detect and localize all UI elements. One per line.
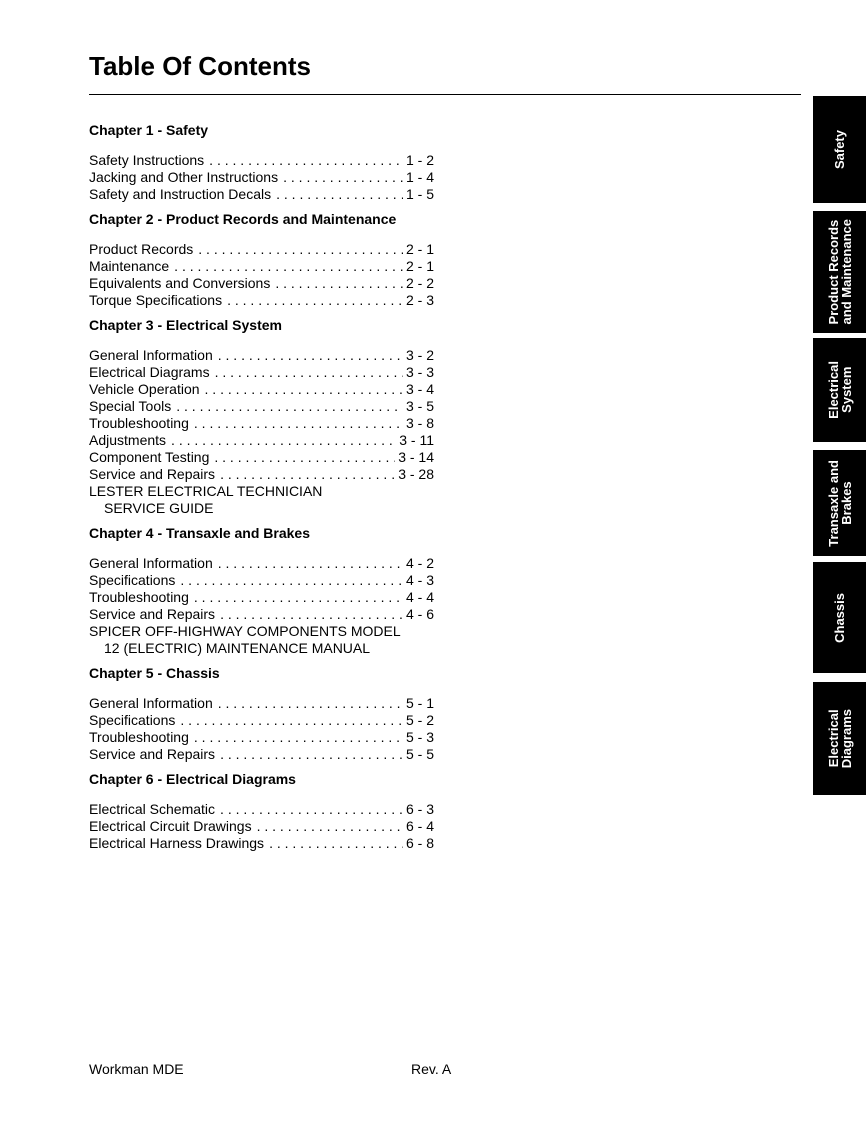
entry-label: Safety and Instruction Decals xyxy=(89,186,272,202)
entry-page: 3 - 3 xyxy=(405,364,434,380)
dot-leader xyxy=(257,818,403,835)
toc-entry[interactable] xyxy=(89,466,434,483)
dot-leader xyxy=(215,364,403,381)
dot-leader xyxy=(180,572,403,589)
chapter-6 xyxy=(89,770,434,852)
chapter-title: Chapter 2 - Product Records and Maintenance xyxy=(89,211,397,227)
dot-leader xyxy=(198,241,403,258)
tab-label: Transaxle and Brakes xyxy=(825,459,854,547)
entry-page: 2 - 2 xyxy=(405,275,434,291)
entry-label: Torque Specifications xyxy=(89,292,223,308)
note-line-1: LESTER ELECTRICAL TECHNICIAN xyxy=(89,483,323,499)
entry-page: 3 - 28 xyxy=(398,466,434,482)
dot-leader xyxy=(194,589,403,606)
entry-label: Troubleshooting xyxy=(89,415,189,431)
entry-label: Service and Repairs xyxy=(89,606,216,622)
entry-label: Electrical Harness Drawings xyxy=(89,835,265,851)
dot-leader xyxy=(205,381,403,398)
chapter-title: Chapter 4 - Transaxle and Brakes xyxy=(89,525,310,541)
dot-leader xyxy=(218,695,403,712)
toc-entry[interactable] xyxy=(89,169,434,186)
entry-page: 6 - 3 xyxy=(405,801,434,817)
tab-transaxle-brakes[interactable] xyxy=(813,450,866,556)
chapter-entries xyxy=(89,347,434,483)
toc-entry[interactable] xyxy=(89,695,434,712)
dot-leader xyxy=(269,835,403,852)
note-line-2: SERVICE GUIDE xyxy=(104,500,214,516)
dot-leader xyxy=(283,169,403,186)
toc-entry[interactable] xyxy=(89,729,434,746)
toc-entry[interactable] xyxy=(89,449,434,466)
note-line-2: 12 (ELECTRIC) MAINTENANCE MANUAL xyxy=(104,640,371,656)
tab-product-records[interactable] xyxy=(813,211,866,333)
dot-leader xyxy=(171,432,396,449)
entry-page: 1 - 2 xyxy=(405,152,434,168)
chapter-entries xyxy=(89,152,434,203)
toc-entry[interactable] xyxy=(89,415,434,432)
entry-label: Specifications xyxy=(89,712,176,728)
entry-label: Troubleshooting xyxy=(89,729,189,745)
dot-leader xyxy=(180,712,403,729)
dot-leader xyxy=(176,398,403,415)
entry-page: 4 - 4 xyxy=(405,589,434,605)
toc-entry[interactable] xyxy=(89,292,434,309)
entry-page: 1 - 4 xyxy=(405,169,434,185)
toc-entry[interactable] xyxy=(89,555,434,572)
dot-leader xyxy=(209,152,403,169)
chapter-5 xyxy=(89,664,434,763)
tab-safety[interactable] xyxy=(813,96,866,203)
tab-label: Electrical System xyxy=(825,361,854,419)
entry-page: 3 - 2 xyxy=(405,347,434,363)
dot-leader xyxy=(174,258,403,275)
toc-entry[interactable] xyxy=(89,347,434,364)
footer-document-name: Workman MDE xyxy=(89,1061,184,1077)
entry-label: Vehicle Operation xyxy=(89,381,200,397)
toc-entry[interactable] xyxy=(89,398,434,415)
entry-label: Special Tools xyxy=(89,398,172,414)
tab-label: Electrical Diagrams xyxy=(825,708,854,769)
entry-label: Component Testing xyxy=(89,449,210,465)
title-divider xyxy=(89,94,801,95)
entry-page: 3 - 8 xyxy=(405,415,434,431)
toc-entry[interactable] xyxy=(89,818,434,835)
chapter-entries xyxy=(89,241,434,309)
entry-page: 3 - 5 xyxy=(405,398,434,414)
entry-label: Equivalents and Conversions xyxy=(89,275,271,291)
entry-page: 4 - 6 xyxy=(405,606,434,622)
entry-page: 2 - 3 xyxy=(405,292,434,308)
entry-label: Electrical Circuit Drawings xyxy=(89,818,252,834)
entry-page: 4 - 3 xyxy=(405,572,434,588)
chapter-2 xyxy=(89,210,434,309)
entry-label: Service and Repairs xyxy=(89,746,216,762)
chapter-title: Chapter 5 - Chassis xyxy=(89,665,220,681)
tab-electrical-system[interactable] xyxy=(813,338,866,442)
toc-entry[interactable] xyxy=(89,186,434,203)
dot-leader xyxy=(220,606,403,623)
toc-entry[interactable] xyxy=(89,152,434,169)
chapter-title: Chapter 1 - Safety xyxy=(89,122,209,138)
entry-label: Electrical Schematic xyxy=(89,801,216,817)
entry-page: 5 - 5 xyxy=(405,746,434,762)
entry-page: 2 - 1 xyxy=(405,241,434,257)
dot-leader xyxy=(276,186,403,203)
dot-leader xyxy=(220,801,403,818)
chapter-entries xyxy=(89,801,434,852)
entry-label: General Information xyxy=(89,695,213,711)
entry-label: Safety Instructions xyxy=(89,152,205,168)
entry-page: 1 - 5 xyxy=(405,186,434,202)
dot-leader xyxy=(194,729,403,746)
chapter-entries xyxy=(89,555,434,623)
toc-entry[interactable] xyxy=(89,381,434,398)
entry-label: General Information xyxy=(89,555,213,571)
chapter-entries xyxy=(89,695,434,763)
entry-page: 5 - 2 xyxy=(405,712,434,728)
entry-label: Specifications xyxy=(89,572,176,588)
tab-label: Safety xyxy=(832,129,847,170)
tab-label: Chassis xyxy=(832,592,847,643)
reference-note xyxy=(89,483,434,517)
dot-leader xyxy=(194,415,403,432)
entry-label: Electrical Diagrams xyxy=(89,364,210,380)
entry-label: Service and Repairs xyxy=(89,466,216,482)
toc-entry[interactable] xyxy=(89,801,434,818)
toc-entry[interactable] xyxy=(89,241,434,258)
tab-label: Product Records and Maintenance xyxy=(825,219,854,325)
dot-leader xyxy=(218,555,403,572)
note-line-1: SPICER OFF-HIGHWAY COMPONENTS MODEL xyxy=(89,623,401,639)
toc-entry[interactable] xyxy=(89,589,434,606)
dot-leader xyxy=(218,347,403,364)
entry-page: 5 - 1 xyxy=(405,695,434,711)
entry-label: Adjustments xyxy=(89,432,167,448)
reference-note xyxy=(89,623,434,657)
tab-chassis[interactable] xyxy=(813,562,866,673)
toc-entry[interactable] xyxy=(89,432,434,449)
page-title: Table Of Contents xyxy=(89,51,311,81)
entry-label: General Information xyxy=(89,347,213,363)
table-of-contents xyxy=(89,121,434,852)
dot-leader xyxy=(220,466,395,483)
dot-leader xyxy=(220,746,403,763)
toc-entry[interactable] xyxy=(89,746,434,763)
entry-page: 5 - 3 xyxy=(405,729,434,745)
dot-leader xyxy=(227,292,403,309)
dot-leader xyxy=(214,449,395,466)
chapter-title: Chapter 6 - Electrical Diagrams xyxy=(89,771,296,787)
chapter-3 xyxy=(89,316,434,517)
toc-entry[interactable] xyxy=(89,606,434,623)
entry-label: Maintenance xyxy=(89,258,170,274)
dot-leader xyxy=(275,275,403,292)
toc-entry[interactable] xyxy=(89,275,434,292)
entry-page: 3 - 14 xyxy=(398,449,434,465)
toc-entry[interactable] xyxy=(89,572,434,589)
entry-page: 6 - 4 xyxy=(405,818,434,834)
entry-page: 3 - 4 xyxy=(405,381,434,397)
entry-page: 2 - 1 xyxy=(405,258,434,274)
toc-entry[interactable] xyxy=(89,258,434,275)
tab-electrical-diagrams[interactable] xyxy=(813,682,866,795)
entry-label: Jacking and Other Instructions xyxy=(89,169,279,185)
entry-label: Product Records xyxy=(89,241,194,257)
entry-page: 3 - 11 xyxy=(399,432,434,448)
chapter-4 xyxy=(89,524,434,657)
toc-entry[interactable] xyxy=(89,835,434,852)
chapter-1 xyxy=(89,121,434,203)
entry-label: Troubleshooting xyxy=(89,589,189,605)
entry-page: 6 - 8 xyxy=(405,835,434,851)
toc-entry[interactable] xyxy=(89,712,434,729)
footer-revision: Rev. A xyxy=(411,1061,452,1077)
toc-entry[interactable] xyxy=(89,364,434,381)
chapter-title: Chapter 3 - Electrical System xyxy=(89,317,282,333)
entry-page: 4 - 2 xyxy=(405,555,434,571)
